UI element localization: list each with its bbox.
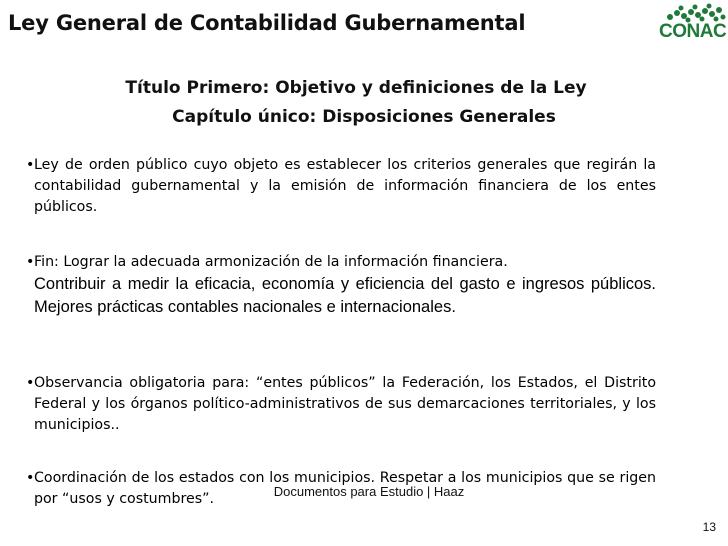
bullet-text: Ley de orden público cuyo objeto es establecer los criterios generales que regirán la contabilidad gubernamental y la emisión de información financiera de los entes públicos. xyxy=(34,157,656,215)
bullet-marker: • xyxy=(26,375,35,391)
bullet-text-continued: Contribuir a medir la eficacia, economía y eficiencia del gasto e ingresos públicos. Mejores prácticas contables nacionales e internacionales. xyxy=(34,275,656,316)
bullet-purpose xyxy=(26,252,656,319)
bullet-text: Fin: Lograr la adecuada armonización de la información financiera. xyxy=(34,254,508,270)
footer xyxy=(0,484,728,499)
footer-text: Documentos para Estudio | Haaz xyxy=(273,484,465,499)
bullet-marker: • xyxy=(26,254,35,270)
bullet-marker: • xyxy=(26,157,35,173)
conac-logo xyxy=(658,3,728,45)
bullet-observance xyxy=(26,373,656,436)
subtitle-chapter: Capítulo único: Disposiciones Generales xyxy=(172,107,556,127)
bullet-objective xyxy=(26,155,656,218)
conac-logo-icon xyxy=(658,3,728,23)
bullet-text: Observancia obligatoria para: “entes públicos” la Federación, los Estados, el Distrito Federal y los órganos político-administrativos de sus demarcaciones territoriales, y los municipios.. xyxy=(34,375,656,433)
page-number: 13 xyxy=(702,520,716,534)
bullet-marker: • xyxy=(26,470,35,486)
bullet-text: Coordinación de los estados con los municipios. Respetar a los municipios que se rigen por “usos y costumbres”. xyxy=(34,470,656,507)
subtitle-title: Título Primero: Objetivo y definiciones de la Ley xyxy=(125,78,587,98)
slide-title: Ley General de Contabilidad Gubernamental xyxy=(8,11,526,35)
logo-text: CONAC xyxy=(659,21,727,42)
